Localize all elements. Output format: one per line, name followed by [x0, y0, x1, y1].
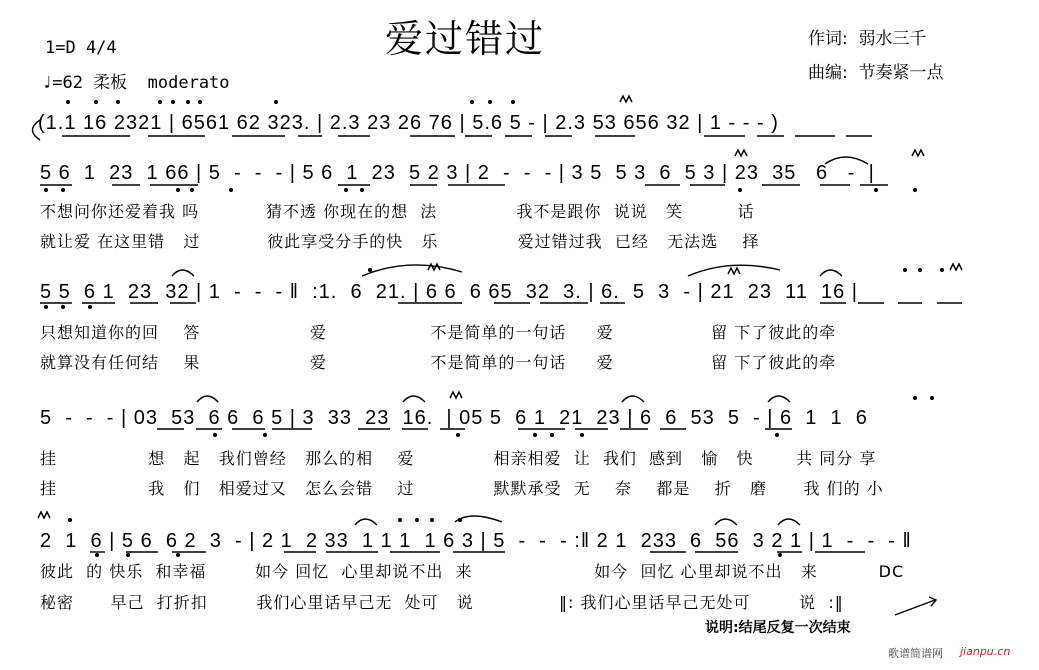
lyric-5-verse-1: 彼此 的 快乐 和幸福 如今 回忆 心里却说不出 来 如今 回忆 心里却说不出 来 DC: [40, 562, 905, 581]
lyric-2-verse-2: 就让爱 在这里错 过 彼此享受分手的快 乐 爱过错过我 已经 无法选 择: [40, 232, 760, 251]
lyricist-credit: 作词: 弱水三千: [808, 29, 927, 49]
page-title: 爱过错过: [385, 17, 546, 61]
lyric-5-verse-2: 秘密 早己 打折扣 我们心里话早己无 处可 说 ‖: 我们心里话早己无处可 说 :‖: [40, 593, 844, 612]
tempo-marking: ♩=62 柔板 moderato: [42, 73, 230, 93]
performance-note: 说明:结尾反复一次结束: [705, 620, 851, 636]
watermark-domain: jianpu.cn: [960, 645, 1011, 658]
score-line-2: 5 6 1 23 1 66 | 5 - - - | 5 6 1 23 5 2 3 | 2 - - - | 3 5 5 3 6 5 3 | 23 35 6 - |: [40, 162, 875, 184]
lyric-3-verse-2: 就算没有任何结 果 爱 不是简单的一句话 爱 留 下了彼此的牵: [40, 353, 837, 372]
score-line-4: 5 - - - | 03 53 6 6 6 5 | 3 33 23 16. | 05 5 6 1 21 23 | 6 6 53 5 - | 6 1 1 6: [40, 407, 868, 429]
lyric-3-verse-1: 只想知道你的回 答 爱 不是简单的一句话 爱 留 下了彼此的牵: [40, 323, 837, 342]
score-line-3: 5 5 6 1 23 32 | 1 - - - ‖ :1. 6 21. | 6 6 6 65 32 3. | 6. 5 3 - | 21 23 11 16 |: [40, 281, 858, 303]
lyric-4-verse-2: 挂 我 们 相爱过又 怎么会错 过 默默承受 无 奈 都是 折 磨 我 们的 小: [40, 479, 884, 498]
lyric-2-verse-1: 不想问你还爱着我 吗 猜不透 你现在的想 法 我不是跟你 说说 笑 话: [40, 202, 755, 221]
lyric-4-verse-1: 挂 想 起 我们曾经 那么的相 爱 相亲相爱 让 我们 感到 愉 快 共 同分 享: [40, 449, 877, 468]
arranger-credit: 曲编: 节奏紧一点: [808, 63, 944, 83]
key-signature: 1=D 4/4: [45, 38, 117, 58]
score-line-5: 2 1 6 | 5 6 6 2 3 - | 2 1 2 33 1 1 1 1 6 3 | 5 - - - :‖ 2 1 233 6 56 3 2 1 | 1 - - - ‖: [40, 530, 912, 552]
score-line-1: (1.1 16 2321 | 6561 62 323. | 2.3 23 26 76 | 5.6 5 - | 2.3 53 656 32 | 1 - - - ): [38, 112, 779, 134]
watermark-site: 歌谱简谱网: [888, 647, 943, 660]
